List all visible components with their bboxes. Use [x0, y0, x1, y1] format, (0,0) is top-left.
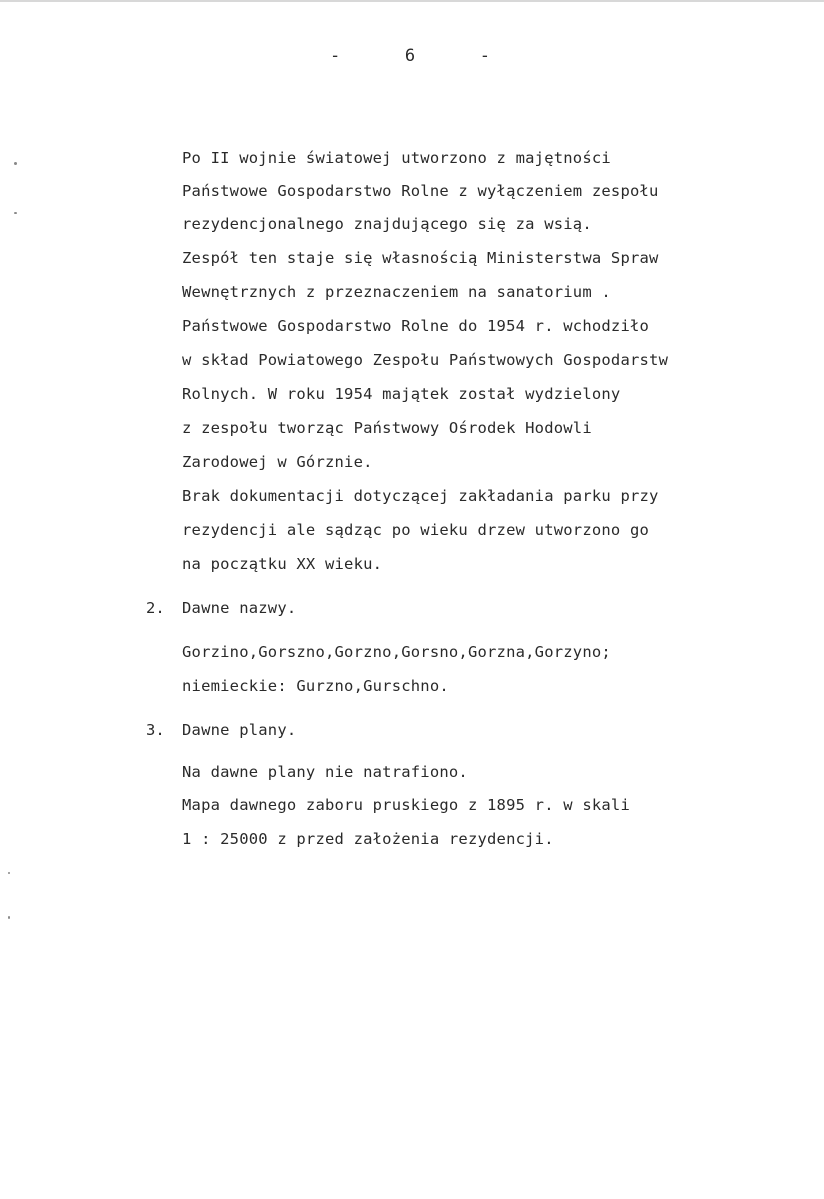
paragraph-line: 1 : 25000 z przed założenia rezydencji.	[182, 830, 554, 848]
page-number: 6	[404, 46, 416, 66]
section-heading: Dawne nazwy.	[182, 599, 297, 617]
paragraph-line: niemieckie: Gurzno,Gurschno.	[182, 677, 449, 695]
paragraph-line: rezydencjonalnego znajdującego się za wsią.	[182, 215, 592, 233]
paragraph-line: w skład Powiatowego Zespołu Państwowych Gospodarstw	[182, 351, 669, 369]
paragraph-line: Zespół ten staje się własnością Ministerstwa Spraw	[182, 249, 659, 267]
section-heading: Dawne plany.	[182, 721, 297, 739]
paragraph-line: Państwowe Gospodarstwo Rolne z wyłączeniem zespołu	[182, 182, 659, 200]
paragraph-line: Gorzino,Gorszno,Gorzno,Gorsno,Gorzna,Gorzyno;	[182, 643, 611, 661]
scan-speck	[14, 212, 17, 214]
paragraph-line: na początku XX wieku.	[182, 555, 383, 573]
page-number-right-dash: -	[479, 46, 490, 66]
scan-speck	[8, 872, 10, 874]
paragraph-line: Państwowe Gospodarstwo Rolne do 1954 r. wchodziło	[182, 317, 650, 335]
paragraph-line: z zespołu tworząc Państwowy Ośrodek Hodowli	[182, 419, 592, 437]
paragraph-line: Mapa dawnego zaboru pruskiego z 1895 r. w skali	[182, 796, 630, 814]
paragraph-line: Na dawne plany nie natrafiono.	[182, 763, 468, 781]
paragraph-line: rezydencji ale sądząc po wieku drzew utworzono go	[182, 521, 650, 539]
section-number: 2.	[146, 599, 165, 617]
paragraph-line: Rolnych. W roku 1954 majątek został wydzielony	[182, 385, 621, 403]
page-top-edge	[0, 0, 824, 2]
page-number-header	[330, 46, 490, 66]
scan-speck	[8, 916, 10, 919]
paragraph-line: Wewnętrznych z przeznaczeniem na sanatorium .	[182, 283, 611, 301]
page-number-left-dash: -	[330, 46, 341, 66]
paragraph-line: Zarodowej w Górznie.	[182, 453, 373, 471]
paragraph-line: Po II wojnie światowej utworzono z majętności	[182, 149, 611, 167]
section-number: 3.	[146, 721, 165, 739]
scan-speck	[14, 162, 17, 165]
paragraph-line: Brak dokumentacji dotyczącej zakładania parku przy	[182, 487, 659, 505]
